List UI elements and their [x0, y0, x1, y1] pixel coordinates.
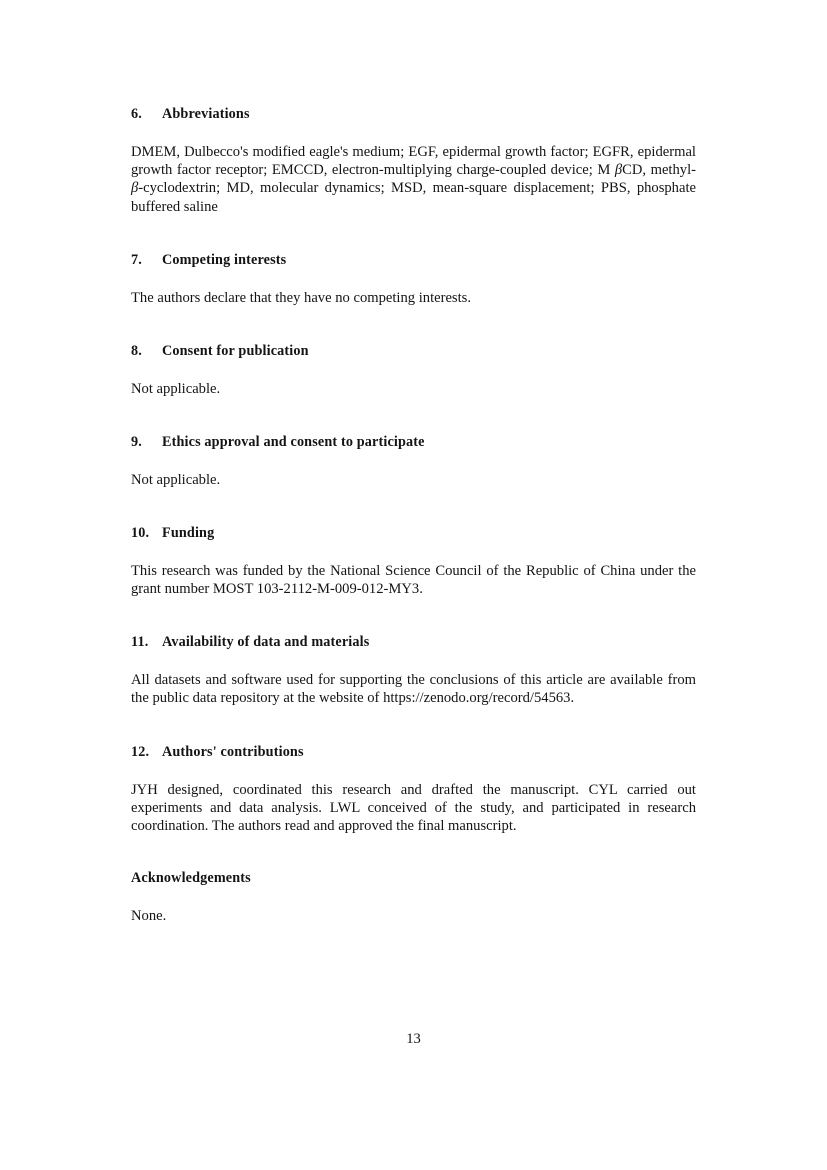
section-heading-abbreviations	[131, 106, 696, 124]
section-body-ethics-approval: Not applicable.	[131, 471, 221, 488]
spacer	[131, 216, 696, 252]
section-body-consent-for-publication: Not applicable.	[131, 380, 221, 397]
spacer	[131, 361, 696, 380]
section-title: Funding	[162, 525, 215, 542]
section-abbreviations	[131, 106, 696, 216]
section-title: Ethics approval and consent to participate	[162, 434, 425, 451]
spacer	[131, 543, 696, 562]
section-number: 8.	[131, 342, 142, 359]
section-authors-contributions	[131, 744, 696, 836]
spacer	[131, 835, 696, 870]
spacer	[131, 124, 696, 143]
section-title: Authors' contributions	[162, 743, 304, 760]
section-number: 6.	[131, 106, 142, 122]
section-title: Acknowledgements	[131, 870, 251, 887]
section-heading-acknowledgements	[131, 870, 696, 888]
section-number: 12.	[131, 743, 150, 760]
spacer	[131, 888, 696, 907]
section-availability-of-data	[131, 634, 696, 707]
spacer	[131, 398, 696, 434]
page-number: 13	[406, 1031, 421, 1047]
spacer	[131, 452, 696, 471]
section-competing-interests	[131, 252, 696, 307]
section-body-authors-contributions: JYH designed, coordinated this research and drafted the manuscript. CYL carried out experiments and data analysis. LWL conceived of the study, and participated in research coordination. The authors read and approved the final manuscript.	[131, 781, 696, 835]
section-acknowledgements	[131, 870, 696, 925]
section-heading-ethics-approval	[131, 434, 696, 452]
section-body-competing-interests: The authors declare that they have no competing interests.	[131, 289, 471, 306]
section-number: 11.	[131, 634, 149, 651]
section-consent-for-publication	[131, 343, 696, 398]
section-title: Availability of data and materials	[162, 634, 370, 651]
section-body-funding: This research was funded by the National Science Council of the Republic of China under the grant number MOST 103-2112-M-009-012-MY3.	[131, 562, 696, 598]
spacer	[131, 762, 696, 781]
section-heading-funding	[131, 525, 696, 543]
spacer	[131, 270, 696, 289]
section-number: 9.	[131, 434, 142, 451]
section-title: Consent for publication	[162, 342, 309, 359]
section-body-availability-of-data: All datasets and software used for supporting the conclusions of this article are available from the public data repository at the website of https://zenodo.org/record/54563.	[131, 672, 696, 707]
section-heading-consent-for-publication	[131, 343, 696, 361]
section-title: Abbreviations	[162, 106, 250, 122]
spacer	[131, 708, 696, 744]
section-number: 7.	[131, 251, 142, 268]
spacer	[131, 652, 696, 671]
page-content	[131, 106, 696, 925]
section-heading-competing-interests	[131, 252, 696, 270]
section-body-abbreviations: DMEM, Dulbecco's modified eagle's medium; EGF, epidermal growth factor; EGFR, epidermal growth factor receptor; EMCCD, electron-multiplying charge-coupled device; M βCD, methyl- β-cyclodextrin; MD, molecular dynamics; MSD, mean-square displacement; PBS, phosphate buffered saline	[131, 143, 696, 215]
section-ethics-approval	[131, 434, 696, 489]
section-heading-authors-contributions	[131, 744, 696, 762]
spacer	[131, 307, 696, 343]
spacer	[131, 598, 696, 634]
section-funding	[131, 525, 696, 598]
spacer	[131, 489, 696, 525]
section-number: 10.	[131, 525, 150, 542]
section-title: Competing interests	[162, 251, 287, 268]
section-heading-availability-of-data	[131, 634, 696, 652]
section-body-acknowledgements: None.	[131, 908, 167, 925]
